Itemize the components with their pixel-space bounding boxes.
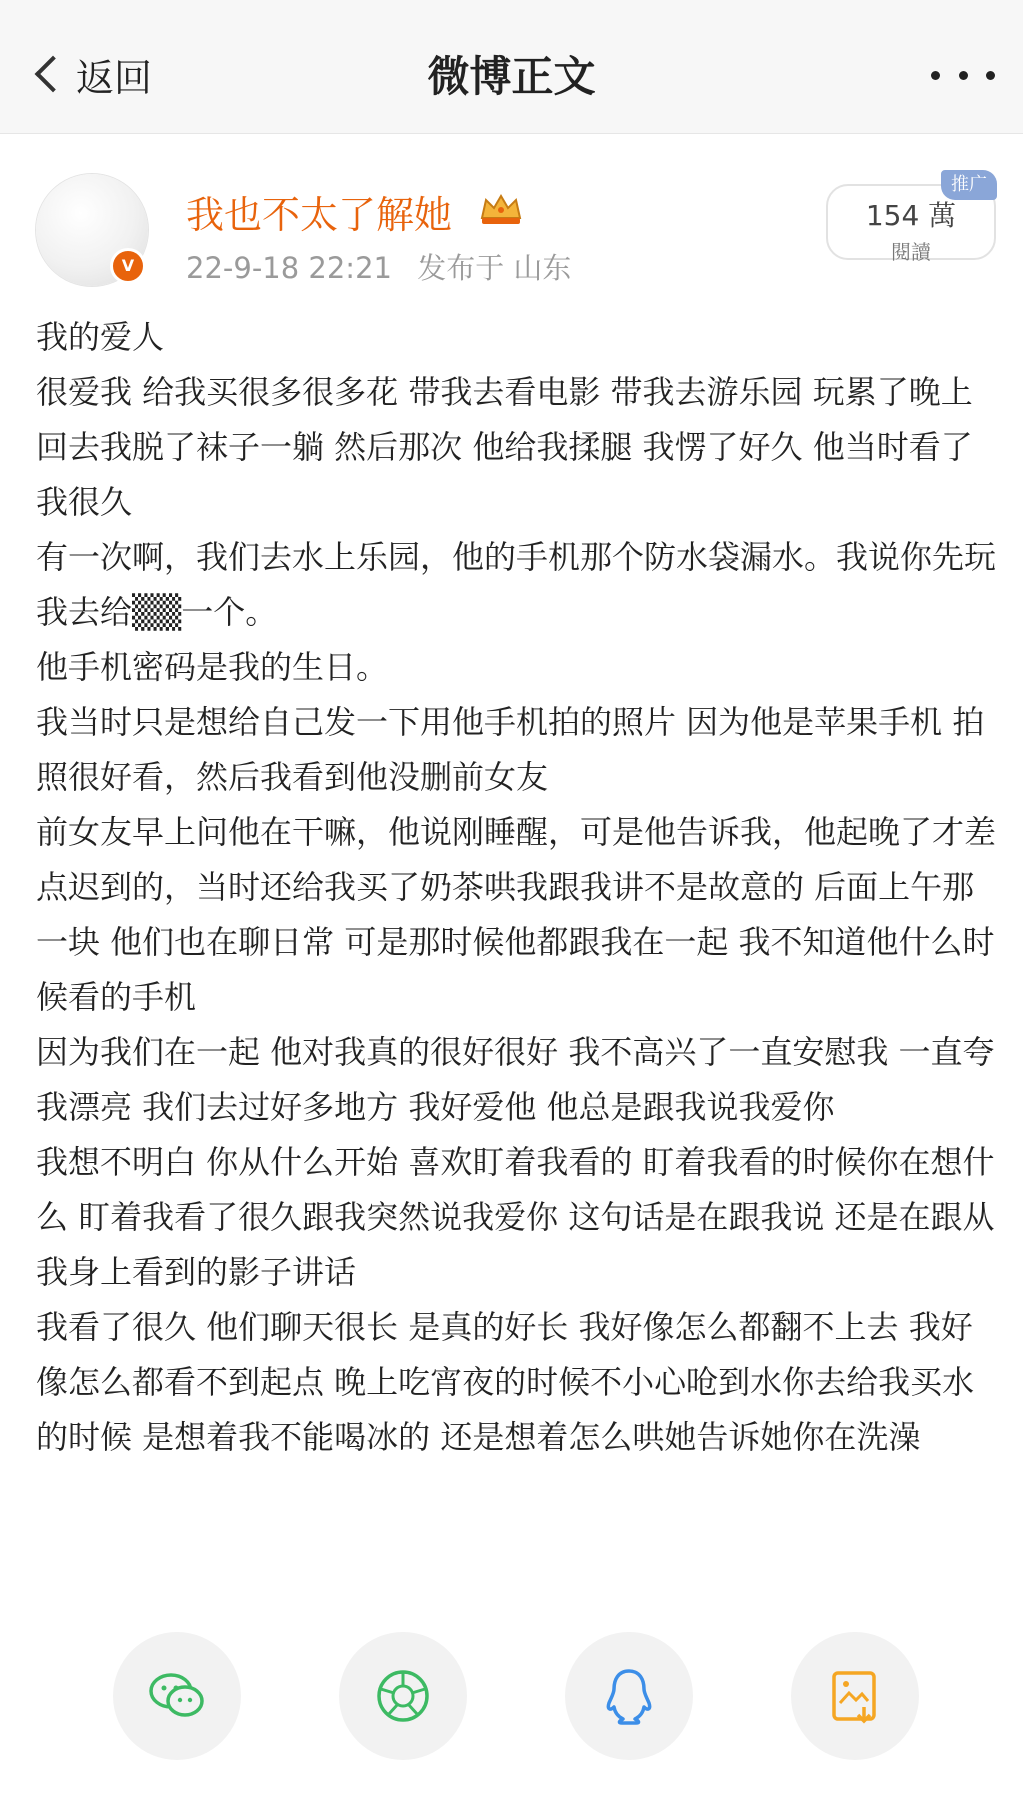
promote-tag[interactable]: 推广 [941,170,997,200]
share-wechat-button[interactable] [113,1632,241,1760]
post-card [0,134,1023,1802]
post-paragraph: 我看了很久 他们聊天很长 是真的好长 我好像怎么都翻不上去 我好像怎么都看不到起点 晚上吃宵夜的时候不小心呛到水你去给我买水的时候 是想着我不能喝冰的 还是想着怎么哄她告诉她你在洗澡 [36,1308,975,1456]
post-content [36,310,996,1465]
author-name[interactable]: 我也不太了解她 [186,193,453,237]
verified-badge-icon: V [110,248,146,284]
save-image-button[interactable] [791,1632,919,1760]
post-paragraph: 很爱我 给我买很多很多花 带我去看电影 带我去游乐园 玩累了晚上回去我脱了袜子一躺 然后那次 他给我揉腿 我愣了好久 他当时看了我很久 [36,373,973,521]
share-bar [0,1632,1023,1762]
read-count: 154 萬 [865,199,957,232]
post-paragraph: 前女友早上问他在干嘛，他说刚睡醒，可是他告诉我，他起晚了才差点迟到的，当时还给我买了奶茶哄我跟我讲不是故意的 后面上午那一块 他们也在聊日常 可是那时候他都跟我在一起 我不知道他什么时候看的手机 [36,813,997,1016]
wechat-icon [144,1663,210,1729]
read-label: 閱讀 [891,240,931,264]
post-paragraph: 他手机密码是我的生日。 [36,648,389,686]
post-paragraph: 我想不明白 你从什么开始 喜欢盯着我看的 盯着我看的时候你在想什么 盯着我看了很久跟我突然说我爱你 这句话是在跟我说 还是在跟从我身上看到的影子讲话 [36,1143,995,1291]
crown-icon [478,190,524,226]
post-paragraph: 我当时只是想给自己发一下用他手机拍的照片 因为他是苹果手机 拍照很好看，然后我看到他没删前女友 [36,703,985,796]
share-moments-button[interactable] [339,1632,467,1760]
post-date: 22-9-18 22:21 [186,251,392,285]
page-title: 微博正文 [427,52,596,101]
post-location: 发布于 山东 [417,251,572,285]
post-meta [186,246,571,287]
post-paragraph: 有一次啊，我们去水上乐园，他的手机那个防水袋漏水。我说你先玩 我去给▒▒一个。 [36,538,997,631]
save-image-icon [822,1663,888,1729]
post-paragraph: 我的爱人 [36,318,165,356]
more-options-icon[interactable] [931,60,995,90]
moments-icon [370,1663,436,1729]
back-label: 返回 [76,55,153,100]
top-navigation-bar [0,0,1023,134]
post-paragraph: 因为我们在一起 他对我真的很好很好 我不高兴了一直安慰我 一直夸我漂亮 我们去过好多地方 我好爱他 他总是跟我说我爱你 [36,1033,995,1126]
share-qq-button[interactable] [565,1632,693,1760]
qq-icon [596,1663,662,1729]
